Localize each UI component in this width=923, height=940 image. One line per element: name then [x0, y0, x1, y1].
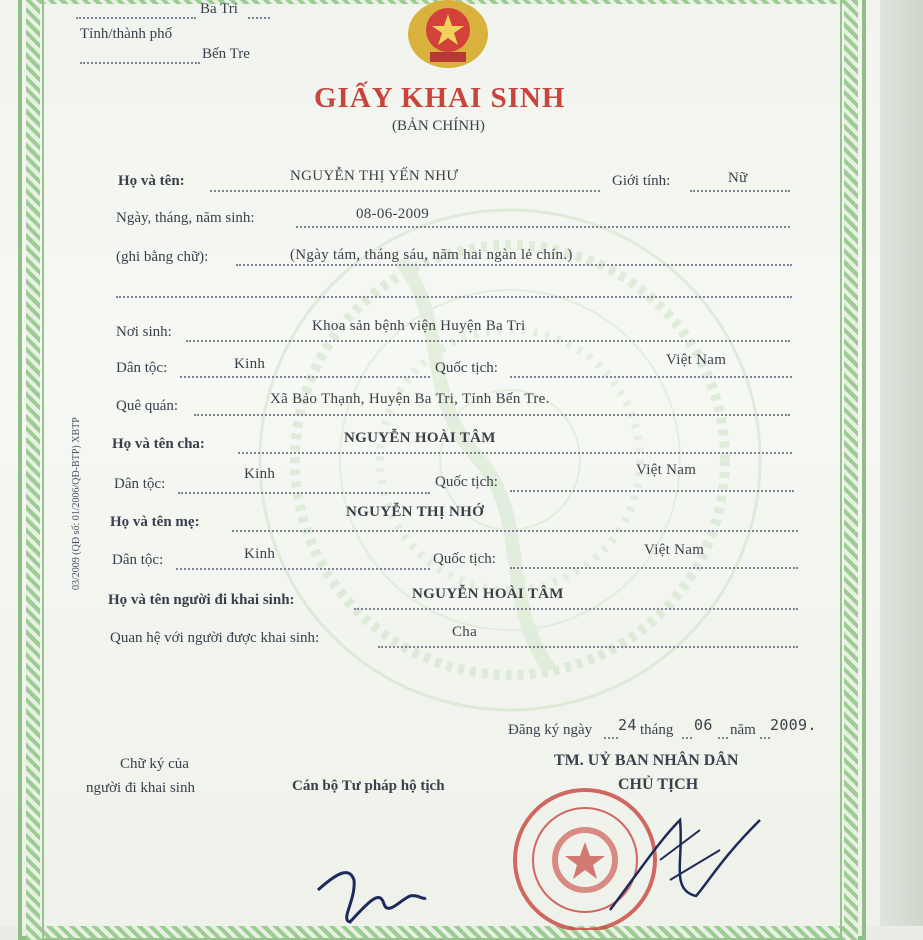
dotted-line: [354, 608, 798, 610]
father-name-value: NGUYỄN HOÀI TÂM: [344, 430, 496, 446]
official-signature-title: Cán bộ Tư pháp hộ tịch: [292, 778, 445, 794]
committee-title-line2: CHỦ TỊCH: [618, 776, 699, 793]
child-name-value: NGUYỄN THỊ YẾN NHƯ: [290, 168, 459, 184]
registration-month: 06: [694, 716, 713, 734]
watermark-drum-icon: [250, 200, 770, 720]
registration-year-label: năm: [730, 722, 756, 738]
birthplace-value: Khoa sản bệnh viện Huyện Ba Tri: [312, 318, 526, 334]
registration-day: 24: [618, 716, 637, 734]
father-ethnicity-label: Dân tộc:: [114, 476, 166, 492]
declarant-signature-icon: [310, 860, 430, 926]
dotted-line: [510, 490, 794, 492]
dotted-line: [180, 376, 430, 378]
father-ethnicity-value: Kinh: [244, 466, 276, 482]
declarant-name-label: Họ và tên người đi khai sinh:: [108, 592, 295, 608]
document-title: GIẤY KHAI SINH: [314, 82, 566, 114]
hometown-value: Xã Bảo Thạnh, Huyện Ba Tri, Tỉnh Bến Tre.: [270, 391, 550, 407]
child-ethnicity-label: Dân tộc:: [116, 360, 168, 376]
district-value: Ba Tri: [200, 1, 238, 17]
father-nationality-value: Việt Nam: [636, 462, 697, 478]
dotted-line: [178, 492, 430, 494]
dob-value: 08-06-2009: [356, 206, 429, 222]
child-ethnicity-value: Kinh: [234, 356, 266, 372]
declarant-name-value: NGUYỄN HOÀI TÂM: [412, 586, 564, 602]
gender-value: Nữ: [728, 170, 748, 186]
mother-nationality-value: Việt Nam: [644, 542, 705, 558]
dob-label: Ngày, tháng, năm sinh:: [116, 210, 255, 226]
dotted-line: [760, 737, 770, 739]
father-nationality-label: Quốc tịch:: [435, 474, 498, 490]
committee-title-line1: TM. UỶ BAN NHÂN DÂN: [554, 752, 739, 769]
dotted-line: [194, 414, 790, 416]
dotted-line: [186, 340, 790, 342]
national-emblem-icon: [404, 0, 492, 70]
dotted-line: [236, 264, 792, 266]
relation-value: Cha: [452, 624, 478, 640]
father-name-label: Họ và tên cha:: [112, 436, 205, 452]
dotted-line: [238, 452, 792, 454]
declarant-signature-line2: người đi khai sinh: [86, 780, 195, 796]
hometown-label: Quê quán:: [116, 398, 179, 414]
child-name-label: Họ và tên:: [118, 173, 185, 189]
birthplace-label: Nơi sinh:: [116, 324, 172, 340]
dotted-line: [510, 567, 798, 569]
relation-label: Quan hệ với người được khai sinh:: [110, 630, 320, 646]
gender-label: Giới tính:: [612, 173, 671, 189]
dob-words-value: (Ngày tám, tháng sáu, năm hai ngàn lẻ chín.): [290, 247, 573, 263]
declarant-signature-line1: Chữ ký của: [120, 756, 189, 772]
mother-ethnicity-label: Dân tộc:: [112, 552, 164, 568]
registration-year: 2009.: [770, 716, 817, 734]
province-value: Bến Tre: [202, 46, 250, 62]
dotted-line: [378, 646, 798, 648]
mother-name-value: NGUYỄN THỊ NHỚ: [346, 504, 485, 520]
mother-name-label: Họ và tên mẹ:: [110, 514, 200, 530]
registration-prefix: Đăng ký ngày: [508, 722, 593, 738]
dotted-line: [682, 737, 692, 739]
document-subtitle: (BẢN CHÍNH): [392, 118, 485, 134]
dotted-line: [76, 17, 196, 19]
dotted-line: [176, 568, 430, 570]
dotted-line: [116, 296, 792, 298]
dotted-line: [296, 226, 790, 228]
child-nationality-label: Quốc tịch:: [435, 360, 498, 376]
child-nationality-value: Việt Nam: [666, 352, 727, 368]
dotted-line: [718, 737, 728, 739]
dob-words-label: (ghi bằng chữ):: [116, 249, 209, 265]
mother-ethnicity-value: Kinh: [244, 546, 276, 562]
dotted-line: [690, 190, 790, 192]
dotted-line: [510, 376, 792, 378]
dotted-line: [210, 190, 600, 192]
background-strip: [880, 0, 923, 926]
chairman-signature-icon: [600, 800, 770, 926]
province-label: Tỉnh/thành phố: [80, 26, 173, 42]
registration-month-label: tháng: [640, 722, 674, 738]
dotted-line: [80, 62, 200, 64]
dotted-line: [248, 17, 270, 19]
dotted-line: [232, 530, 798, 532]
side-form-code: 03/2009 (QĐ số: 01/2006/QĐ-BTP) XBTP: [71, 417, 82, 590]
mother-nationality-label: Quốc tịch:: [433, 551, 496, 567]
dotted-line: [604, 737, 618, 739]
